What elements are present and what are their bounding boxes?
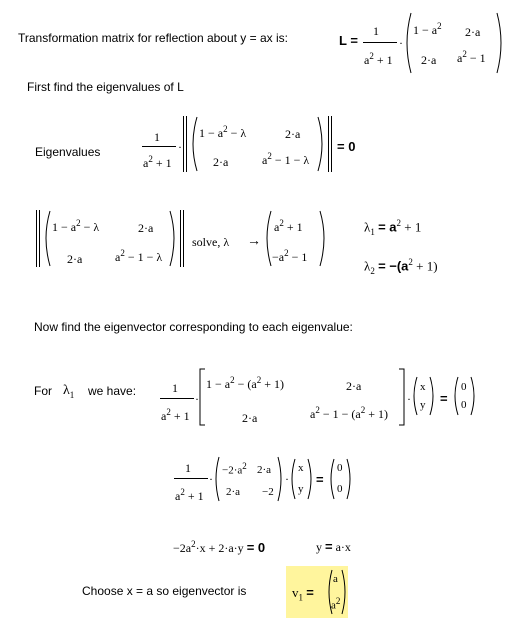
simp-zero-2: 0 xyxy=(337,483,343,495)
simp-equals: = xyxy=(316,472,324,487)
intro-text: Transformation matrix for reflection about y = ax is: xyxy=(18,31,288,45)
right-paren-icon xyxy=(340,569,348,615)
det-m12: 2·a xyxy=(285,127,301,141)
simp-m12: 2·a xyxy=(257,464,272,476)
det-bar-left xyxy=(183,116,184,172)
dot: · xyxy=(209,472,213,486)
for-m12: 2·a xyxy=(346,379,362,393)
right-paren-icon xyxy=(469,376,477,416)
solve-m22: $a^2 - 1 - \lambda$ xyxy=(115,248,163,264)
choose-text: Choose x = a so eigenvector is xyxy=(82,584,247,598)
det-bar-right xyxy=(328,116,329,172)
dot: · xyxy=(407,392,411,406)
for-m11: $1 - a^2 - (a^2 + 1)$ xyxy=(206,375,284,391)
eigenvalues-label: Eigenvalues xyxy=(35,145,101,159)
det-equals-zero: = 0 xyxy=(337,139,356,154)
intro-m12: 2·a xyxy=(465,25,481,39)
simp-m22: −2 xyxy=(262,486,274,498)
L-symbol xyxy=(339,34,358,47)
intro-frac-line xyxy=(363,42,397,43)
left-paren-icon xyxy=(213,456,221,502)
det-frac-num: 1 xyxy=(154,130,160,144)
det-frac-den: $a^2 + 1$ xyxy=(143,154,172,170)
for-zero-2: 0 xyxy=(461,399,467,411)
for-m21: 2·a xyxy=(242,411,258,425)
linear-equation: $-2a^2\cdot x + 2\cdot a\cdot y = 0$ xyxy=(173,539,266,555)
L-equals: = xyxy=(350,33,358,48)
right-paren-icon xyxy=(495,12,505,74)
for-lambda: $\lambda_1$ xyxy=(63,383,75,400)
for-equals: = xyxy=(440,391,448,406)
L-label: L xyxy=(339,33,347,48)
intro-m21: 2·a xyxy=(421,53,437,67)
left-paren-icon xyxy=(328,458,336,500)
dot: · xyxy=(399,36,403,50)
solve-bar-right xyxy=(180,210,181,267)
for-m22: $a^2 - 1 - (a^2 + 1)$ xyxy=(310,405,388,421)
solve-bar-left xyxy=(36,210,37,267)
lambda-2-result: $\lambda_2 = -(a^2 + 1)$ xyxy=(364,257,438,276)
left-paren-icon xyxy=(403,12,413,74)
right-paren-icon xyxy=(306,458,314,500)
solve-bar-left2 xyxy=(39,210,40,267)
solve-m21: 2·a xyxy=(67,252,83,266)
dot: · xyxy=(195,392,199,406)
for-frac-num: 1 xyxy=(172,381,178,395)
right-paren-icon xyxy=(168,210,178,267)
step1-text: First find the eigenvalues of L xyxy=(27,80,184,94)
v1-label: $v_1$ = xyxy=(292,585,314,603)
intro-frac-num: 1 xyxy=(373,24,379,38)
intro-m11: $1 - a^2$ xyxy=(413,21,442,37)
left-paren-icon xyxy=(289,458,297,500)
for-x: x xyxy=(420,381,426,393)
solve-root-2: $-a^2 - 1$ xyxy=(272,248,308,264)
for-y: y xyxy=(420,399,426,411)
y-equals-ax: y = a·x xyxy=(316,539,351,554)
lambda-1-result: $\lambda_1 = a^2 + 1$ xyxy=(364,218,422,237)
simp-frac-num: 1 xyxy=(185,461,191,475)
simp-m11: $-2\cdot a^2$ xyxy=(222,461,247,477)
det-m22: $a^2 - 1 - \lambda$ xyxy=(262,151,310,167)
for-have: we have: xyxy=(88,384,137,398)
intro-m22: $a^2 - 1$ xyxy=(457,49,486,65)
simp-frac-den: $a^2 + 1$ xyxy=(175,487,204,503)
det-bar-left2 xyxy=(186,116,187,172)
v1-top: a xyxy=(333,573,338,585)
solve-m11: $1 - a^2 - \lambda$ xyxy=(52,218,100,234)
right-paren-icon xyxy=(345,458,353,500)
right-paren-icon xyxy=(316,116,326,172)
for-zero-1: 0 xyxy=(461,381,467,393)
v1-bottom: $a^2$ xyxy=(331,596,341,612)
right-bracket-icon xyxy=(398,368,406,426)
right-paren-icon xyxy=(276,456,284,502)
det-m11: $1 - a^2 - \lambda$ xyxy=(199,124,247,140)
left-paren-icon xyxy=(189,116,199,172)
dot: · xyxy=(285,472,289,486)
simp-m21: 2·a xyxy=(226,486,241,498)
simp-y: y xyxy=(298,483,304,495)
solve-bar-right2 xyxy=(183,210,184,267)
solve-m12: 2·a xyxy=(138,221,154,235)
det-bar-right2 xyxy=(331,116,332,172)
simp-zero-1: 0 xyxy=(337,462,343,474)
dot: · xyxy=(178,140,182,154)
left-paren-icon xyxy=(452,376,460,416)
solve-command: solve, λ xyxy=(192,235,230,249)
right-paren-icon xyxy=(318,210,328,267)
step2-text: Now find the eigenvector corresponding to each eigenvalue: xyxy=(34,320,353,334)
simp-frac-line xyxy=(174,478,208,479)
intro-frac-den: $a^2 + 1$ xyxy=(364,51,393,67)
det-frac-line xyxy=(142,146,176,147)
solve-root-1: $a^2 + 1$ xyxy=(274,218,303,234)
for-frac-line xyxy=(160,398,194,399)
for-frac-den: $a^2 + 1$ xyxy=(161,407,190,423)
det-m21: 2·a xyxy=(213,155,229,169)
right-paren-icon xyxy=(428,376,436,416)
simp-x: x xyxy=(298,462,304,474)
for-label: For xyxy=(34,384,52,398)
arrow-right-icon: → xyxy=(247,234,261,249)
left-paren-icon xyxy=(411,376,419,416)
left-paren-icon xyxy=(42,210,52,267)
